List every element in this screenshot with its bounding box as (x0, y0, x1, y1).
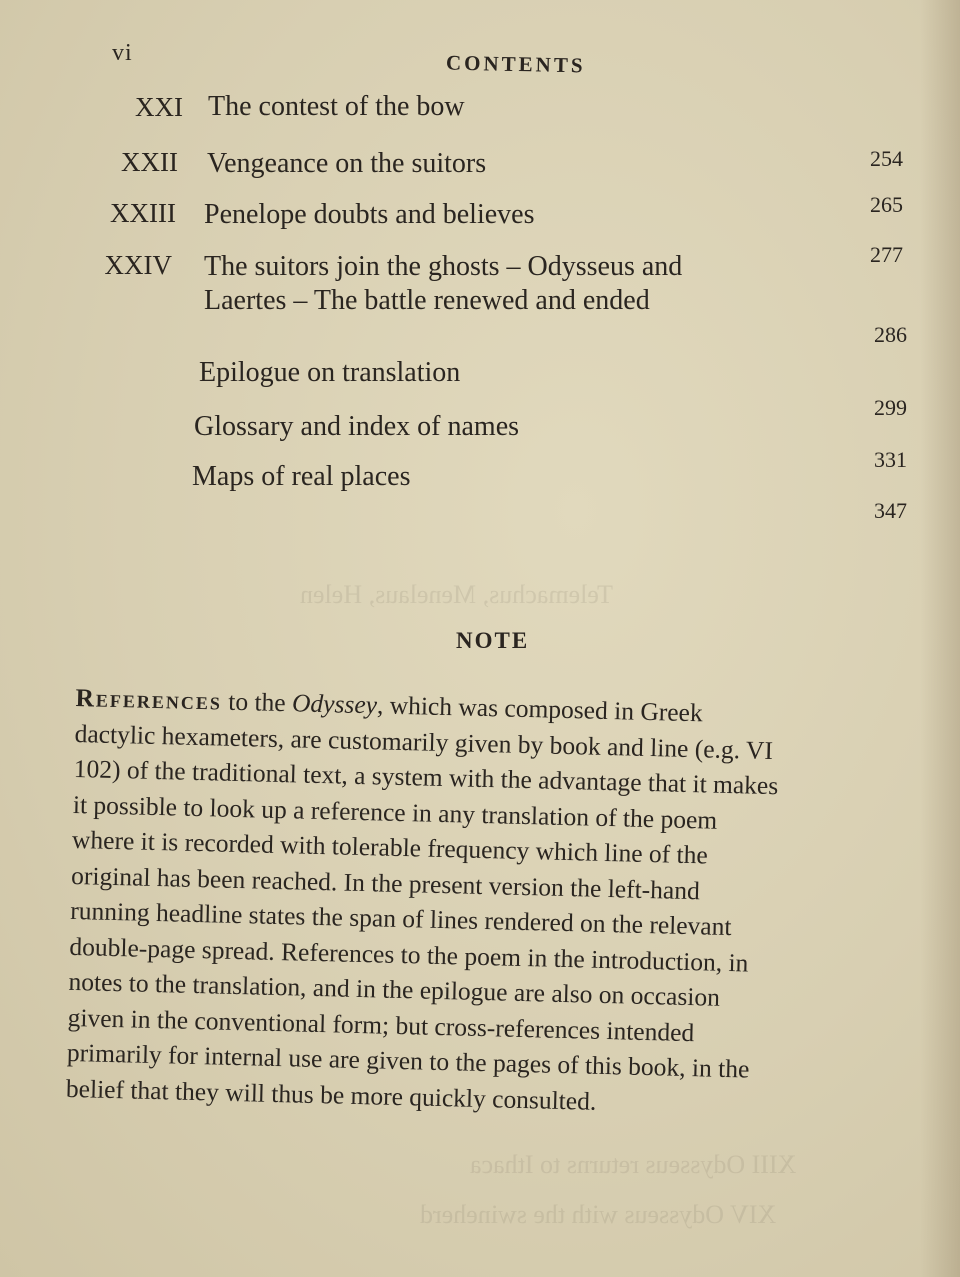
toc-entry-page: 347 (874, 498, 907, 523)
note-lead-word: References (75, 682, 223, 716)
toc-entry-page: 277 (870, 242, 903, 267)
toc-entry-number: XXII (121, 147, 178, 177)
table-of-contents (0, 0, 960, 560)
toc-entry-title: The suitors join the ghosts – Odysseus and (204, 251, 683, 282)
toc-entry-page: 299 (874, 395, 907, 420)
note-line-text: to the (221, 686, 293, 718)
page-folio: vi (112, 40, 133, 66)
note-line: dactylic hexameters, are customarily given by book and line (e.g. VI (74, 718, 774, 765)
note-line: original has been reached. In the present version the left-hand (70, 860, 701, 905)
note-paragraph (66, 680, 926, 1127)
toc-entry-title: Vengeance on the suitors (207, 148, 487, 179)
toc-entry-title: Glossary and index of names (194, 411, 520, 442)
toc-entry-page: 331 (874, 447, 907, 472)
note-line: where it is recorded with tolerable frequency which line of the (71, 824, 709, 870)
toc-entry-page: 265 (870, 192, 903, 217)
note-line: it possible to look up a reference in any translation of the poem (72, 789, 718, 835)
toc-entry-title: Penelope doubts and believes (204, 199, 535, 230)
toc-entry-title: Epilogue on translation (199, 357, 461, 388)
note-line: belief that they will thus be more quickly consulted. (65, 1073, 597, 1116)
show-through-text: Telemachus, Menelaus, Helen (300, 580, 613, 609)
note-heading: NOTE (456, 628, 530, 653)
note-italic-title: Odyssey (291, 688, 378, 720)
show-through-text: XIII Odysseus returns to Ithaca (470, 1150, 797, 1179)
toc-entry-title: The contest of the bow (208, 91, 465, 122)
note-line: given in the conventional form; but cross-references intended (67, 1002, 695, 1047)
note-line: notes to the translation, and in the epilogue are also on occasion (68, 966, 721, 1012)
note-line: double-page spread. References to the poem in the introduction, in (69, 931, 749, 978)
toc-entry-page: 254 (870, 146, 903, 171)
toc-entry-number: XXIV (104, 250, 172, 280)
show-through-text: XIV Odysseus with the swineherd (420, 1200, 777, 1229)
note-line: primarily for internal use are given to the pages of this book, in the (66, 1037, 750, 1084)
note-line-text: , which was composed in Greek (376, 690, 704, 728)
toc-entry-title: Maps of real places (192, 461, 411, 492)
note-line: running headline states the span of lines rendered on the relevant (70, 895, 732, 942)
running-head: CONTENTS (445, 50, 586, 78)
toc-entry-number: XXI (135, 92, 183, 122)
note-line: 102) of the traditional text, a system with the advantage that it makes (73, 753, 779, 801)
toc-entry-title-continued: Laertes – The battle renewed and ended (204, 285, 650, 316)
toc-entry-page: 286 (874, 322, 907, 347)
toc-entry-number: XXIII (110, 198, 176, 228)
